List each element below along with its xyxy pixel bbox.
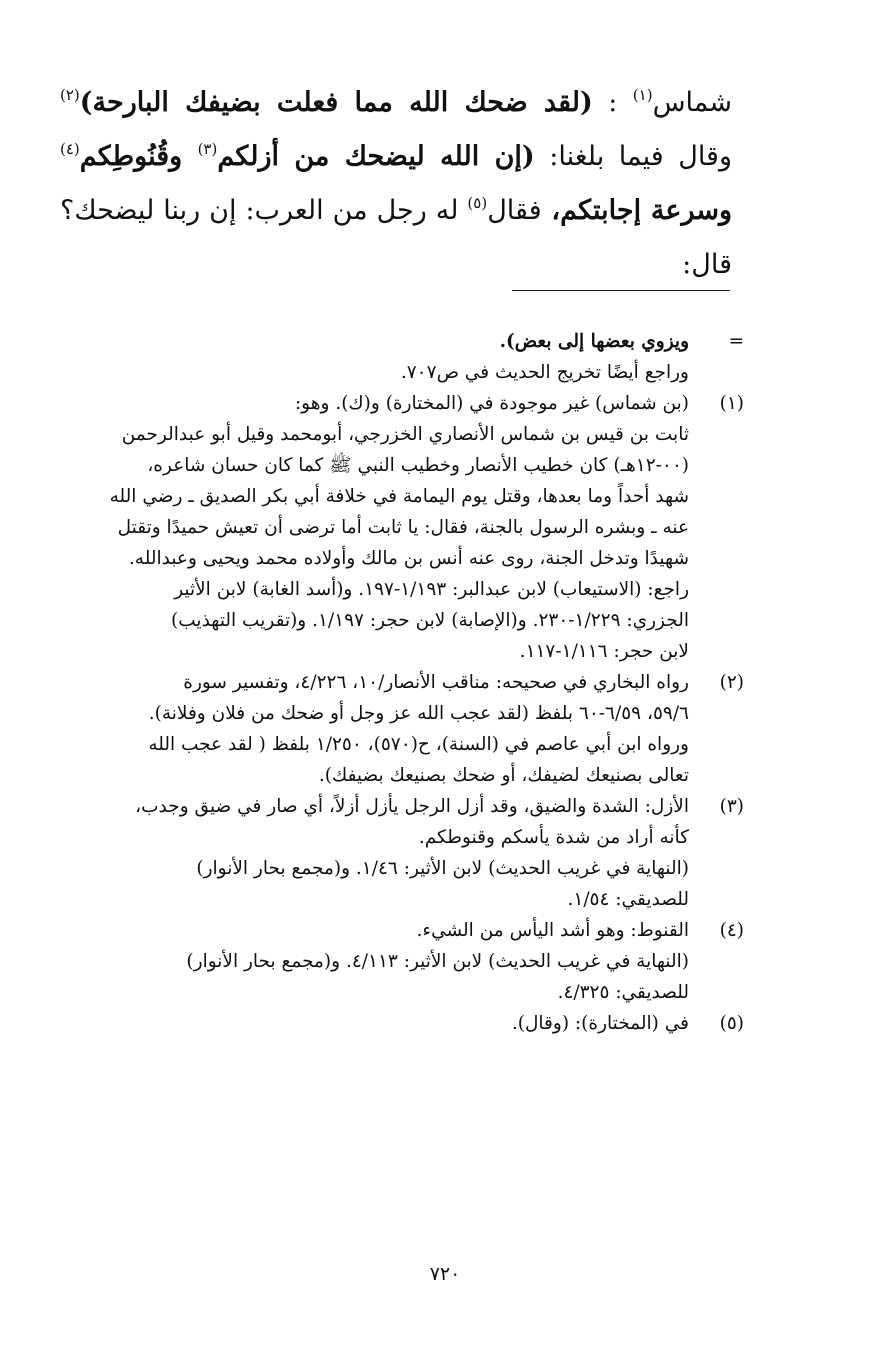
- footnote-line: الأزل: الشدة والضيق، وقد أزل الرجل يأزل أزلاً، أي صار في ضيق وجدب،: [135, 796, 689, 817]
- footnote-line: شهيدًا وتدخل الجنة، روى عنه أنس بن مالك وأولاده محمد ويحيى وعبدالله.: [128, 548, 689, 569]
- footnote-number: (٣): [719, 796, 744, 817]
- footnote-item: [60, 326, 744, 388]
- footnote-line: ورواه ابن أبي عاصم في (السنة)، ح(٥٧٠)، ١/٢٥٠ بلفظ ( لقد عجب الله: [148, 734, 689, 755]
- footnote-number: =: [728, 331, 744, 352]
- main-text-segment: فقال: [487, 195, 542, 226]
- footnote-marker: (٥): [467, 194, 488, 212]
- footnote-line: لابن حجر: ١/١١٦-١١٧.: [519, 641, 689, 662]
- main-text-segment: له رجل من العرب: إن ربنا ليضحك؟ قال:: [60, 195, 732, 280]
- main-text-segment: وقُنُوطِكم: [79, 141, 198, 172]
- footnote-line: (النهاية في غريب الحديث) لابن الأثير: ٤/١١٣. و(مجمع بحار الأنوار): [186, 951, 689, 972]
- footnote-body: [60, 791, 689, 915]
- footnote-line: ثابت بن قيس بن شماس الأنصاري الخزرجي، أبومحمد وقيل أبو عبدالرحمن: [121, 424, 689, 445]
- footnote-line: في (المختارة): (وقال).: [511, 1013, 689, 1034]
- footnote-marker: (٢): [60, 86, 80, 104]
- footnote-line: تعالى بصنيعك لضيفك، أو ضحك بصنيعك بضيفك).: [318, 765, 689, 786]
- footnote-item: [60, 667, 744, 791]
- main-text-segment: وقال فيما بلغنا:: [534, 141, 732, 172]
- footnote-line: القنوط: وهو أشد اليأس من الشيء.: [416, 920, 689, 941]
- page-number: ٧٢٠: [429, 1263, 461, 1285]
- footnote-body: [60, 915, 689, 1008]
- footnote-line: شهد أحداً وما بعدها، وقتل يوم اليمامة في خلافة أبي بكر الصديق ـ رضي الله: [109, 486, 689, 507]
- footnote-item: [60, 388, 744, 667]
- footnote-divider: [512, 290, 730, 291]
- main-text-segment: (إن الله ليضحك من أزلكم: [217, 141, 535, 172]
- main-text-segment: شماس: [652, 87, 732, 118]
- main-text-paragraph: [60, 76, 732, 292]
- main-text-segment: وسرعة إجابتكم،: [541, 195, 732, 226]
- footnote-number: (٥): [719, 1013, 744, 1034]
- footnote-number: (٤): [719, 920, 744, 941]
- footnote-number: (٢): [719, 672, 744, 693]
- footnote-number: (١): [719, 393, 744, 414]
- footnote-line: راجع: (الاستيعاب) لابن عبدالبر: ١/١٩٣-١٩٧. و(أسد الغابة) لابن الأثير: [174, 579, 689, 600]
- footnote-marker: (١): [632, 86, 653, 104]
- footnote-marker: (٣): [197, 140, 218, 158]
- footnote-line: للصديقي: ٤/٣٢٥.: [557, 982, 689, 1003]
- footnote-body: [60, 1008, 689, 1039]
- footnote-body: [60, 667, 689, 791]
- footnote-line: (النهاية في غريب الحديث) لابن الأثير: ١/٤٦. و(مجمع بحار الأنوار): [196, 858, 689, 879]
- footnote-line: (٠٠-١٢هـ) كان خطيب الأنصار وخطيب النبي ﷺ كما كان حسان شاعره،: [147, 455, 689, 476]
- main-text-segment: (لقد ضحك الله مما فعلت بضيفك البارحة): [79, 87, 593, 118]
- main-text-segment: :: [592, 87, 633, 118]
- footnote-line: ويزوي بعضها إلى بعض).: [499, 331, 689, 352]
- footnote-body: [60, 326, 689, 388]
- footnote-item: [60, 791, 744, 915]
- footnote-line: عنه ـ وبشره الرسول بالجنة، فقال: يا ثابت أما ترضى أن تعيش حميدًا وتقتل: [117, 517, 689, 538]
- footnote-item: [60, 915, 744, 1008]
- footnote-line: رواه البخاري في صحيحه: مناقب الأنصار/١٠، ٤/٢٢٦، وتفسير سورة: [183, 672, 689, 693]
- footnotes-section: [60, 326, 744, 1039]
- footnote-line: وراجع أيضًا تخريج الحديث في ص٧٠٧.: [400, 362, 689, 383]
- footnote-line: للصديقي: ١/٥٤.: [567, 889, 689, 910]
- footnote-line: ٥٩/٦، ٦/٥٩-٦٠ بلفظ (لقد عجب الله عز وجل أو ضحك من فلان وفلانة).: [148, 703, 689, 724]
- footnote-marker: (٤): [60, 140, 80, 158]
- footnote-line: (بن شماس) غير موجودة في (المختارة) و(ك). وهو:: [294, 393, 689, 414]
- footnote-line: الجزري: ١/٢٢٩-٢٣٠. و(الإصابة) لابن حجر: ١/١٩٧. و(تقريب التهذيب): [171, 610, 689, 631]
- footnote-item: [60, 1008, 744, 1039]
- footnote-line: كأنه أراد من شدة يأسكم وقنوطكم.: [418, 827, 689, 848]
- footnote-body: [60, 388, 689, 667]
